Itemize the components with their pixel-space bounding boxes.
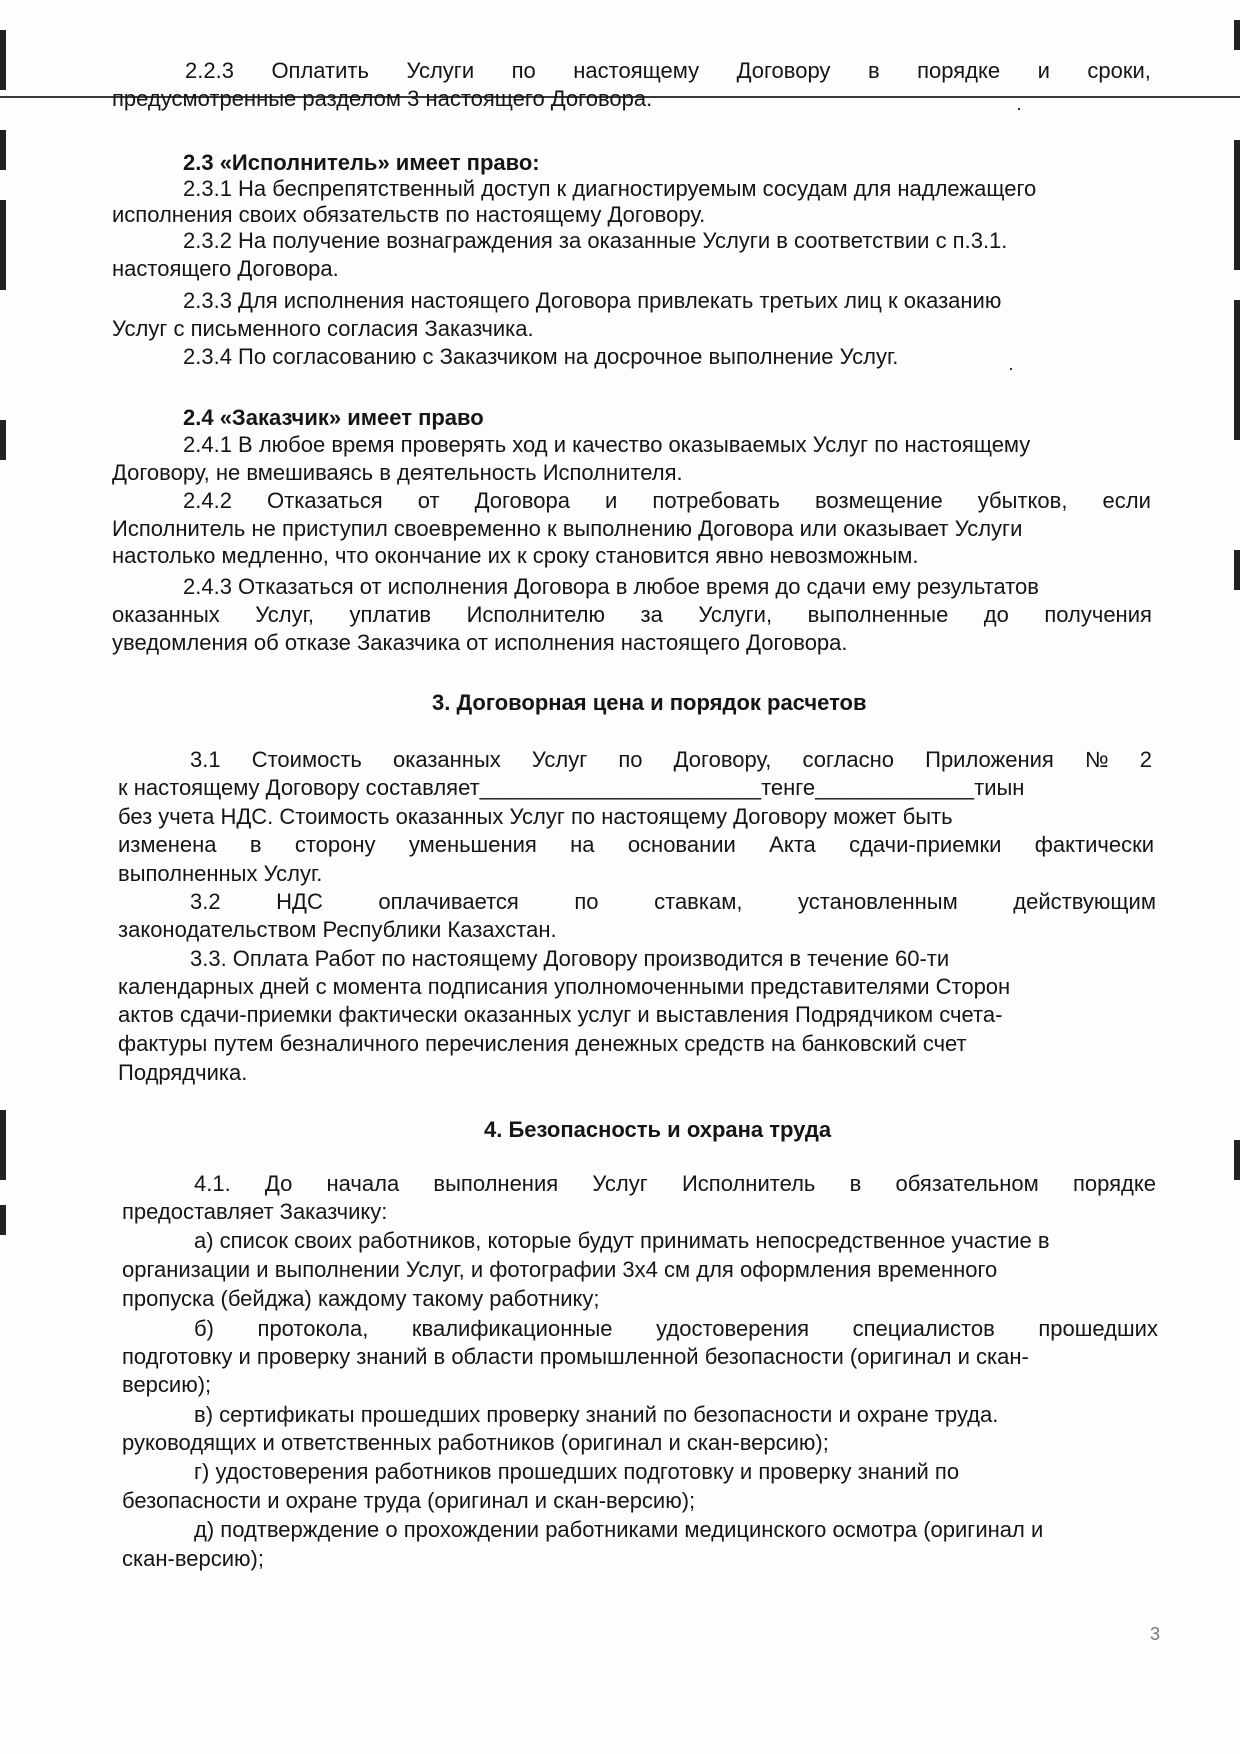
scan-edge-left (0, 30, 6, 90)
clause-3-3: 3.3. Оплата Работ по настоящему Договору производится в течение 60-ти (190, 946, 950, 971)
clause-2-2-3-cont: предусмотренные разделом 3 настоящего Договора. (112, 86, 653, 111)
clause-2-3-3: 2.3.3 Для исполнения настоящего Договора привлекать третьих лиц к оказанию (183, 288, 1002, 313)
clause-4-1-b: б) протокола, квалификационные удостоверения специалистов прошедших (194, 1316, 1158, 1341)
scan-speck (1010, 368, 1012, 370)
scan-edge-left (0, 1205, 6, 1235)
clause-3-3-cont-2: актов сдачи-приемки фактически оказанных услуг и выставления Подрядчиком счета- (118, 1002, 1003, 1027)
scan-edge-left (0, 1110, 6, 1180)
clause-3-2: 3.2 НДС оплачивается по ставкам, установленным действующим (190, 889, 1156, 914)
clause-2-3-4: 2.3.4 По согласованию с Заказчиком на досрочное выполнение Услуг. (183, 344, 899, 369)
clause-2-4-3-cont-1: оказанных Услуг, уплатив Исполнителю за Услуги, выполненные до получения (112, 602, 1152, 627)
clause-3-3-cont-1: календарных дней с момента подписания уполномоченными представителями Сторон (118, 974, 1011, 999)
clause-4-1-d-cont: скан-версию); (122, 1546, 264, 1571)
page-number: 3 (1150, 1624, 1161, 1644)
scan-edge-right (1234, 1140, 1240, 1180)
clause-3-3-cont-3: фактуры путем безналичного перечисления денежных средств на банковский счет (118, 1031, 967, 1056)
clause-3-2-cont: законодательством Республики Казахстан. (118, 917, 557, 942)
clause-4-1-g: г) удостоверения работников прошедших подготовку и проверку знаний по (194, 1459, 960, 1484)
scan-edge-right (1234, 550, 1240, 590)
scan-edge-left (0, 200, 6, 290)
scan-edge-right (1234, 300, 1240, 440)
clause-2-4-2-cont-2: настолько медленно, что окончание их к сроку становится явно невозможным. (112, 543, 919, 568)
clause-4-1-b-cont-2: версию); (122, 1372, 212, 1397)
clause-3-1-price: к настоящему Договору составляет_______________________тенге_____________тиын (118, 775, 1025, 800)
clause-3-1-cont: изменена в сторону уменьшения на основании Акта сдачи-приемки фактически (118, 832, 1154, 857)
clause-2-3-1-cont: исполнения своих обязательств по настоящему Договору. (112, 202, 706, 227)
clause-4-1-b-cont-1: подготовку и проверку знаний в области промышленной безопасности (оригинал и скан- (122, 1344, 1029, 1369)
clause-2-3-3-cont: Услуг с письменного согласия Заказчика. (112, 316, 534, 341)
clause-2-4-2-cont-1: Исполнитель не приступил своевременно к выполнению Договора или оказывает Услуги (112, 516, 1023, 541)
clause-3-1-end: выполненных Услуг. (118, 861, 323, 886)
clause-2-2-3: 2.2.3 Оплатить Услуги по настоящему Договору в порядке и сроки, (185, 58, 1151, 83)
clause-4-1: 4.1. До начала выполнения Услуг Исполнитель в обязательном порядке (194, 1171, 1156, 1196)
clause-4-1-a-cont-2: пропуска (бейджа) каждому такому работнику; (122, 1286, 600, 1311)
section-4-heading: 4. Безопасность и охрана труда (484, 1117, 832, 1142)
scan-edge-left (0, 420, 6, 460)
clause-4-1-a: а) список своих работников, которые будут принимать непосредственное участие в (194, 1228, 1050, 1253)
clause-4-1-a-cont-1: организации и выполнении Услуг, и фотографии 3х4 см для оформления временного (122, 1257, 998, 1282)
clause-4-1-v-cont: руководящих и ответственных работников (оригинал и скан-версию); (122, 1430, 829, 1455)
clause-3-1: 3.1 Стоимость оказанных Услуг по Договору, согласно Приложения № 2 (190, 747, 1152, 772)
clause-3-3-cont-4: Подрядчика. (118, 1060, 248, 1085)
clause-2-4-2: 2.4.2 Отказаться от Договора и потребовать возмещение убытков, если (183, 488, 1151, 513)
scan-edge-left (0, 130, 6, 170)
clause-2-4-1: 2.4.1 В любое время проверять ход и качество оказываемых Услуг по настоящему (183, 432, 1031, 457)
clause-4-1-v: в) сертификаты прошедших проверку знаний по безопасности и охране труда. (194, 1402, 999, 1427)
section-2-3-heading: 2.3 «Исполнитель» имеет право: (183, 150, 540, 175)
section-3-heading: 3. Договорная цена и порядок расчетов (432, 690, 867, 715)
clause-2-4-1-cont: Договору, не вмешиваясь в деятельность Исполнителя. (112, 460, 683, 485)
clause-2-4-3-cont-2: уведомления об отказе Заказчика от исполнения настоящего Договора. (112, 630, 848, 655)
scan-edge-right (1234, 20, 1240, 50)
clause-2-3-2: 2.3.2 На получение вознаграждения за оказанные Услуги в соответствии с п.3.1. (183, 228, 1008, 253)
section-2-4-heading: 2.4 «Заказчик» имеет право (183, 405, 484, 430)
scan-speck (1018, 108, 1020, 110)
clause-2-4-3: 2.4.3 Отказаться от исполнения Договора в любое время до сдачи ему результатов (183, 574, 1039, 599)
clause-4-1-g-cont: безопасности и охране труда (оригинал и скан-версию); (122, 1488, 696, 1513)
clause-4-1-d: д) подтверждение о прохождении работниками медицинского осмотра (оригинал и (194, 1517, 1044, 1542)
clause-3-1-vat: без учета НДС. Стоимость оказанных Услуг по настоящему Договору может быть (118, 804, 953, 829)
clause-2-3-1: 2.3.1 На беспрепятственный доступ к диагностируемым сосудам для надлежащего (183, 176, 1037, 201)
clause-2-3-2-cont: настоящего Договора. (112, 256, 339, 281)
clause-4-1-cont: предоставляет Заказчику: (122, 1199, 388, 1224)
scan-edge-right (1234, 140, 1240, 270)
